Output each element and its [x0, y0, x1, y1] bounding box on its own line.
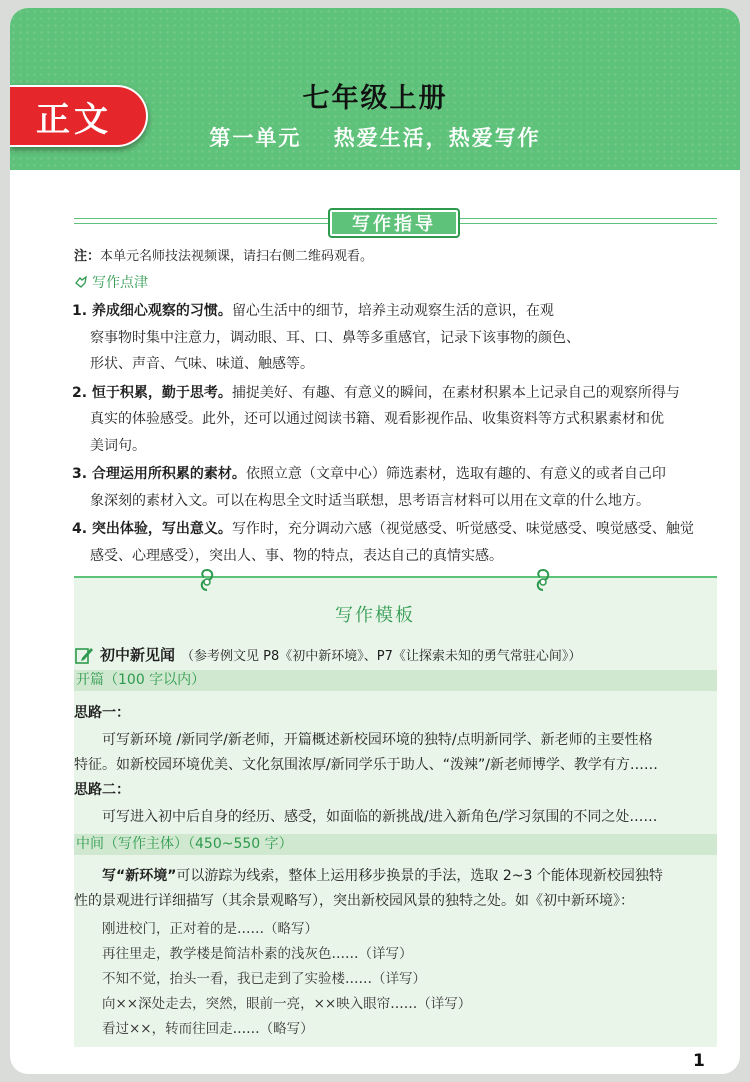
topic-heading [74, 644, 724, 665]
example-line: 看过××，转而往回走……（略写） [102, 1021, 314, 1037]
idea2-label: 思路二： [74, 782, 130, 798]
idea1-line: 可写新环境 /新同学/新老师，开篇概述新校园环境的独特/点明新同学、新老师的主要性格 [102, 732, 653, 748]
tip-item [72, 516, 722, 569]
middle-lead: 写“新环境” [102, 868, 177, 884]
tip-text: 察事物时集中注意力，调动眼、耳、口、鼻等多重感官，记录下该事物的颜色、 [90, 329, 580, 346]
tip-lead: 3. 合理运用所积累的素材。 [72, 466, 246, 482]
example-line: 向××深处走去，突然，眼前一亮，××映入眼帘……（详写） [102, 996, 472, 1012]
idea1-label: 思路一： [74, 705, 130, 721]
binder-ring-icon [534, 566, 552, 592]
tip-lead: 2. 恒于积累，勤于思考。 [72, 384, 232, 401]
example-line: 不知不觉，抬头一看，我已走到了实验楼……（详写） [102, 971, 426, 987]
divider-line [74, 576, 717, 578]
tip-text: 象深刻的素材入文。可以在构思全文时适当联想，思考语言材料可以用在文章的什么地方。 [90, 492, 650, 509]
tip-text: 写作时，充分调动六感（视觉感受、听觉感受、味觉感受、嗅觉感受、触觉 [231, 521, 694, 537]
idea2-line: 可写进入初中后自身的经历、感受，如面临的新挑战/进入新角色/学习氛围的不同之处…… [102, 809, 658, 825]
middle-line [74, 865, 720, 885]
page-number: 1 [693, 1051, 705, 1071]
template-title: 写作模板 [335, 605, 415, 626]
topic-title: 初中新见闻 [100, 646, 176, 664]
idea1-line: 特征。如新校园环境优美、文化氛围浓厚/新同学乐于助人、“泼辣”/新老师博学、教学有方…… [74, 757, 658, 773]
tip-item [72, 380, 722, 460]
tip-text: 留心生活中的细节，培养主动观察生活的意识，在观 [231, 303, 554, 319]
example-line: 刚进校门，正对着的是……（略写） [102, 921, 318, 937]
binder-ring-icon [198, 566, 216, 592]
example-line: 再往里走，教学楼是简洁朴素的浅灰色……（详写） [102, 946, 413, 962]
tips-heading [74, 272, 148, 292]
tip-text: 捕捉美好、有趣、有意义的瞬间，在素材积累本上记录自己的观察所得与 [231, 384, 680, 401]
topic-reference: （参考例文见 P8《初中新环境》、P7《让探索未知的勇气常驻心间》） [181, 649, 582, 664]
tips-heading-label: 写作点津 [92, 275, 148, 291]
writing-guide-badge: 写作指导 [328, 208, 460, 238]
pen-icon [74, 645, 94, 665]
note [74, 245, 734, 264]
tip-text: 形状、声音、气味、味道、触感等。 [90, 356, 314, 372]
section-badge: 正文 [10, 85, 148, 147]
tip-text: 感受、心理感受），突出人、事、物的特点，表达自己的真情实感。 [90, 547, 503, 564]
tip-text: 真实的体验感受。此外，还可以通过阅读书籍、观看影视作品、收集资料等方式积累素材和优 [90, 411, 664, 427]
hand-pointer-icon [74, 275, 88, 289]
tip-text: 依照立意（文章中心）筛选素材，选取有趣的、有意义的或者自己印 [245, 466, 666, 482]
opening-bar: 开篇（100 字以内） [74, 670, 717, 691]
middle-bar: 中间（写作主体）（450~550 字） [74, 834, 717, 855]
unit-title: 第一单元 热爱生活，热爱写作 [209, 126, 541, 150]
note-label: 注： [74, 249, 101, 264]
tip-item [72, 298, 722, 378]
middle-line: 性的景观进行详细描写（其余景观略写），突出新校园风景的独特之处。如《初中新环境》： [74, 893, 634, 909]
tip-text: 美词句。 [90, 437, 146, 454]
middle-text: 可以游踪为线索，整体上运用移步换景的手法，选取 2~3 个能体现新校园独特 [176, 868, 663, 884]
grade-title: 七年级上册 [302, 83, 448, 114]
page [10, 8, 740, 1074]
tip-item [72, 461, 722, 514]
tips-list [72, 298, 722, 571]
tip-lead: 1. 养成细心观察的习惯。 [72, 303, 232, 319]
tip-lead: 4. 突出体验，写出意义。 [72, 521, 232, 537]
note-text: 本单元名师技法视频课，请扫右侧二维码观看。 [100, 249, 374, 264]
